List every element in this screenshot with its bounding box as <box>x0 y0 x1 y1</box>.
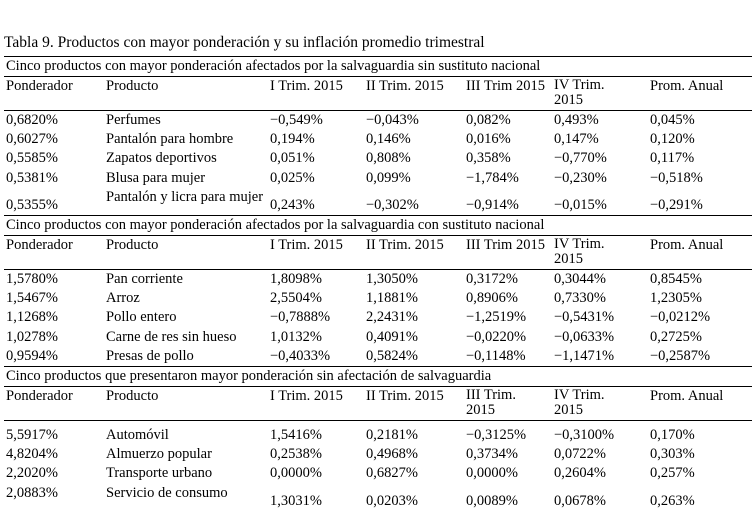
cell-prom: 0,117% <box>650 150 695 167</box>
cell-prom: 0,257% <box>650 465 695 482</box>
table-header-row <box>4 76 752 110</box>
section-heading: Cinco productos que presentaron mayor ponderación sin afectación de salvaguardia <box>4 366 752 386</box>
cell-t1: −0,549% <box>270 112 323 129</box>
cell-t2: 1,3050% <box>366 271 418 288</box>
column-header-producto: Producto <box>104 386 268 420</box>
cell-t2: −0,043% <box>366 112 419 129</box>
cell-t2: 0,4968% <box>366 446 418 463</box>
column-header-prom: Prom. Anual <box>648 235 752 269</box>
section-heading-row <box>4 366 752 386</box>
cell-t4: 0,2604% <box>554 465 606 482</box>
column-header-ponderador: Ponderador <box>4 386 104 420</box>
table-row <box>4 111 752 131</box>
cell-t3: −1,2519% <box>466 309 527 326</box>
cell-t4: −0,0633% <box>554 328 615 345</box>
cell-t4: −0,230% <box>554 169 607 186</box>
cell-t3: −0,914% <box>466 196 519 213</box>
cell-t2: 2,2431% <box>366 309 418 326</box>
cell-ponderador: 1,1268% <box>6 309 58 326</box>
column-header-t4: IV Trim. 2015 <box>552 386 648 420</box>
cell-t4: 0,0722% <box>554 446 606 463</box>
cell-t1: −0,4033% <box>270 347 331 364</box>
cell-prom: −0,291% <box>650 196 703 213</box>
page-title: Tabla 9. Productos con mayor ponderación y su inflación promedio trimestral <box>4 34 485 51</box>
cell-t3: 0,3734% <box>466 446 518 463</box>
cell-t4: 0,147% <box>554 131 599 148</box>
cell-t3: 0,8906% <box>466 290 518 307</box>
cell-t1: 0,243% <box>270 196 315 213</box>
table-row <box>4 149 752 168</box>
section-heading-row <box>4 56 752 76</box>
cell-prom: −0,518% <box>650 169 703 186</box>
column-header-prom: Prom. Anual <box>648 386 752 420</box>
cell-t3: −0,3125% <box>466 427 527 444</box>
cell-t4: −0,770% <box>554 150 607 167</box>
cell-producto: Almuerzo popular <box>106 446 212 463</box>
column-header-ponderador: Ponderador <box>4 235 104 269</box>
cell-t4: −0,3100% <box>554 427 615 444</box>
cell-producto: Servicio de consumo <box>106 484 228 501</box>
cell-producto: Pantalón y licra para mujer <box>106 188 264 205</box>
cell-t3: 0,082% <box>466 112 511 129</box>
table-header-row <box>4 386 752 420</box>
cell-ponderador: 0,5585% <box>6 150 58 167</box>
cell-t4: 0,7330% <box>554 290 606 307</box>
table-row <box>4 426 752 445</box>
cell-t1: 0,051% <box>270 150 315 167</box>
column-header-producto: Producto <box>104 76 268 110</box>
cell-t2: 0,4091% <box>366 328 418 345</box>
cell-prom: −0,2587% <box>650 347 711 364</box>
cell-producto: Blusa para mujer <box>106 169 206 186</box>
cell-t1: −0,7888% <box>270 309 331 326</box>
column-header-ponderador: Ponderador <box>4 76 104 110</box>
cell-t1: 1,8098% <box>270 271 322 288</box>
cell-t3: −1,784% <box>466 169 519 186</box>
table-row <box>4 289 752 308</box>
cell-t1: 1,0132% <box>270 328 322 345</box>
cell-prom: 0,045% <box>650 112 695 129</box>
cell-t2: 0,099% <box>366 169 411 186</box>
cell-t2: 1,1881% <box>366 290 418 307</box>
table-row <box>4 464 752 483</box>
cell-t2: 0,2181% <box>366 427 418 444</box>
section-heading: Cinco productos con mayor ponderación afectados por la salvaguardia sin sustituto nacional <box>4 56 752 76</box>
cell-ponderador: 0,5355% <box>6 196 58 213</box>
cell-t1: 1,3031% <box>270 492 322 509</box>
column-header-t2: II Trim. 2015 <box>364 76 464 110</box>
column-header-t1: I Trim. 2015 <box>268 235 364 269</box>
cell-t1: 0,194% <box>270 131 315 148</box>
column-header-t3: III Trim 2015 <box>464 76 552 110</box>
cell-producto: Pollo entero <box>106 309 177 326</box>
section-heading-row <box>4 215 752 235</box>
column-header-prom: Prom. Anual <box>648 76 752 110</box>
cell-t4: 0,493% <box>554 112 599 129</box>
table-row <box>4 169 752 188</box>
cell-ponderador: 5,5917% <box>6 427 58 444</box>
cell-t3: −0,1148% <box>466 347 526 364</box>
cell-producto: Automóvil <box>106 427 169 444</box>
column-header-t3: III Trim. 2015 <box>464 386 552 420</box>
inflation-table <box>4 56 752 511</box>
cell-t3: 0,016% <box>466 131 511 148</box>
cell-t1: 0,2538% <box>270 446 322 463</box>
cell-producto: Arroz <box>106 290 140 307</box>
cell-t2: −0,302% <box>366 196 419 213</box>
cell-ponderador: 1,5467% <box>6 290 58 307</box>
column-header-t4: IV Trim. 2015 <box>552 235 648 269</box>
cell-prom: 0,263% <box>650 492 695 509</box>
column-header-producto: Producto <box>104 235 268 269</box>
cell-producto: Perfumes <box>106 112 161 129</box>
cell-t3: 0,358% <box>466 150 511 167</box>
cell-t2: 0,0203% <box>366 492 418 509</box>
table-row <box>4 270 752 290</box>
table-row <box>4 130 752 149</box>
cell-t4: −0,015% <box>554 196 607 213</box>
cell-t4: 0,0678% <box>554 492 606 509</box>
cell-ponderador: 2,0883% <box>6 484 58 501</box>
table-row <box>4 328 752 347</box>
table-row <box>4 188 752 216</box>
cell-t3: 0,0000% <box>466 465 518 482</box>
cell-producto: Carne de res sin hueso <box>106 328 237 345</box>
cell-t3: 0,3172% <box>466 271 518 288</box>
cell-producto: Presas de pollo <box>106 347 194 364</box>
cell-t1: 0,025% <box>270 169 315 186</box>
cell-prom: 0,120% <box>650 131 695 148</box>
cell-t4: 0,3044% <box>554 271 606 288</box>
cell-producto: Pantalón para hombre <box>106 131 234 148</box>
cell-prom: −0,0212% <box>650 309 711 326</box>
cell-ponderador: 1,0278% <box>6 328 58 345</box>
table-row <box>4 347 752 367</box>
cell-ponderador: 0,5381% <box>6 169 58 186</box>
cell-prom: 1,2305% <box>650 290 702 307</box>
cell-prom: 0,303% <box>650 446 695 463</box>
cell-t2: 0,6827% <box>366 465 418 482</box>
column-header-t2: II Trim. 2015 <box>364 235 464 269</box>
cell-ponderador: 1,5780% <box>6 271 58 288</box>
cell-t1: 0,0000% <box>270 465 322 482</box>
table-row <box>4 484 752 511</box>
cell-producto: Transporte urbano <box>106 465 213 482</box>
cell-t1: 2,5504% <box>270 290 322 307</box>
table-row <box>4 445 752 464</box>
cell-t2: 0,146% <box>366 131 411 148</box>
column-header-t3: III Trim 2015 <box>464 235 552 269</box>
column-header-t2: II Trim. 2015 <box>364 386 464 420</box>
cell-ponderador: 0,6027% <box>6 131 58 148</box>
cell-t3: −0,0220% <box>466 328 527 345</box>
cell-ponderador: 2,2020% <box>6 465 58 482</box>
cell-t4: −1,1471% <box>554 347 615 364</box>
cell-t1: 1,5416% <box>270 427 322 444</box>
column-header-t1: I Trim. 2015 <box>268 76 364 110</box>
cell-ponderador: 0,6820% <box>6 112 58 129</box>
table-header-row <box>4 235 752 269</box>
cell-ponderador: 0,9594% <box>6 347 58 364</box>
cell-producto: Pan corriente <box>106 271 183 288</box>
cell-prom: 0,170% <box>650 427 695 444</box>
column-header-t4: IV Trim. 2015 <box>552 76 648 110</box>
column-header-t1: I Trim. 2015 <box>268 386 364 420</box>
cell-producto: Zapatos deportivos <box>106 150 217 167</box>
cell-t2: 0,808% <box>366 150 411 167</box>
cell-t2: 0,5824% <box>366 347 418 364</box>
cell-ponderador: 4,8204% <box>6 446 58 463</box>
cell-prom: 0,8545% <box>650 271 702 288</box>
cell-t4: −0,5431% <box>554 309 615 326</box>
table-row <box>4 308 752 327</box>
cell-prom: 0,2725% <box>650 328 702 345</box>
cell-t3: 0,0089% <box>466 492 518 509</box>
section-heading: Cinco productos con mayor ponderación afectados por la salvaguardia con sustituto nacional <box>4 215 752 235</box>
